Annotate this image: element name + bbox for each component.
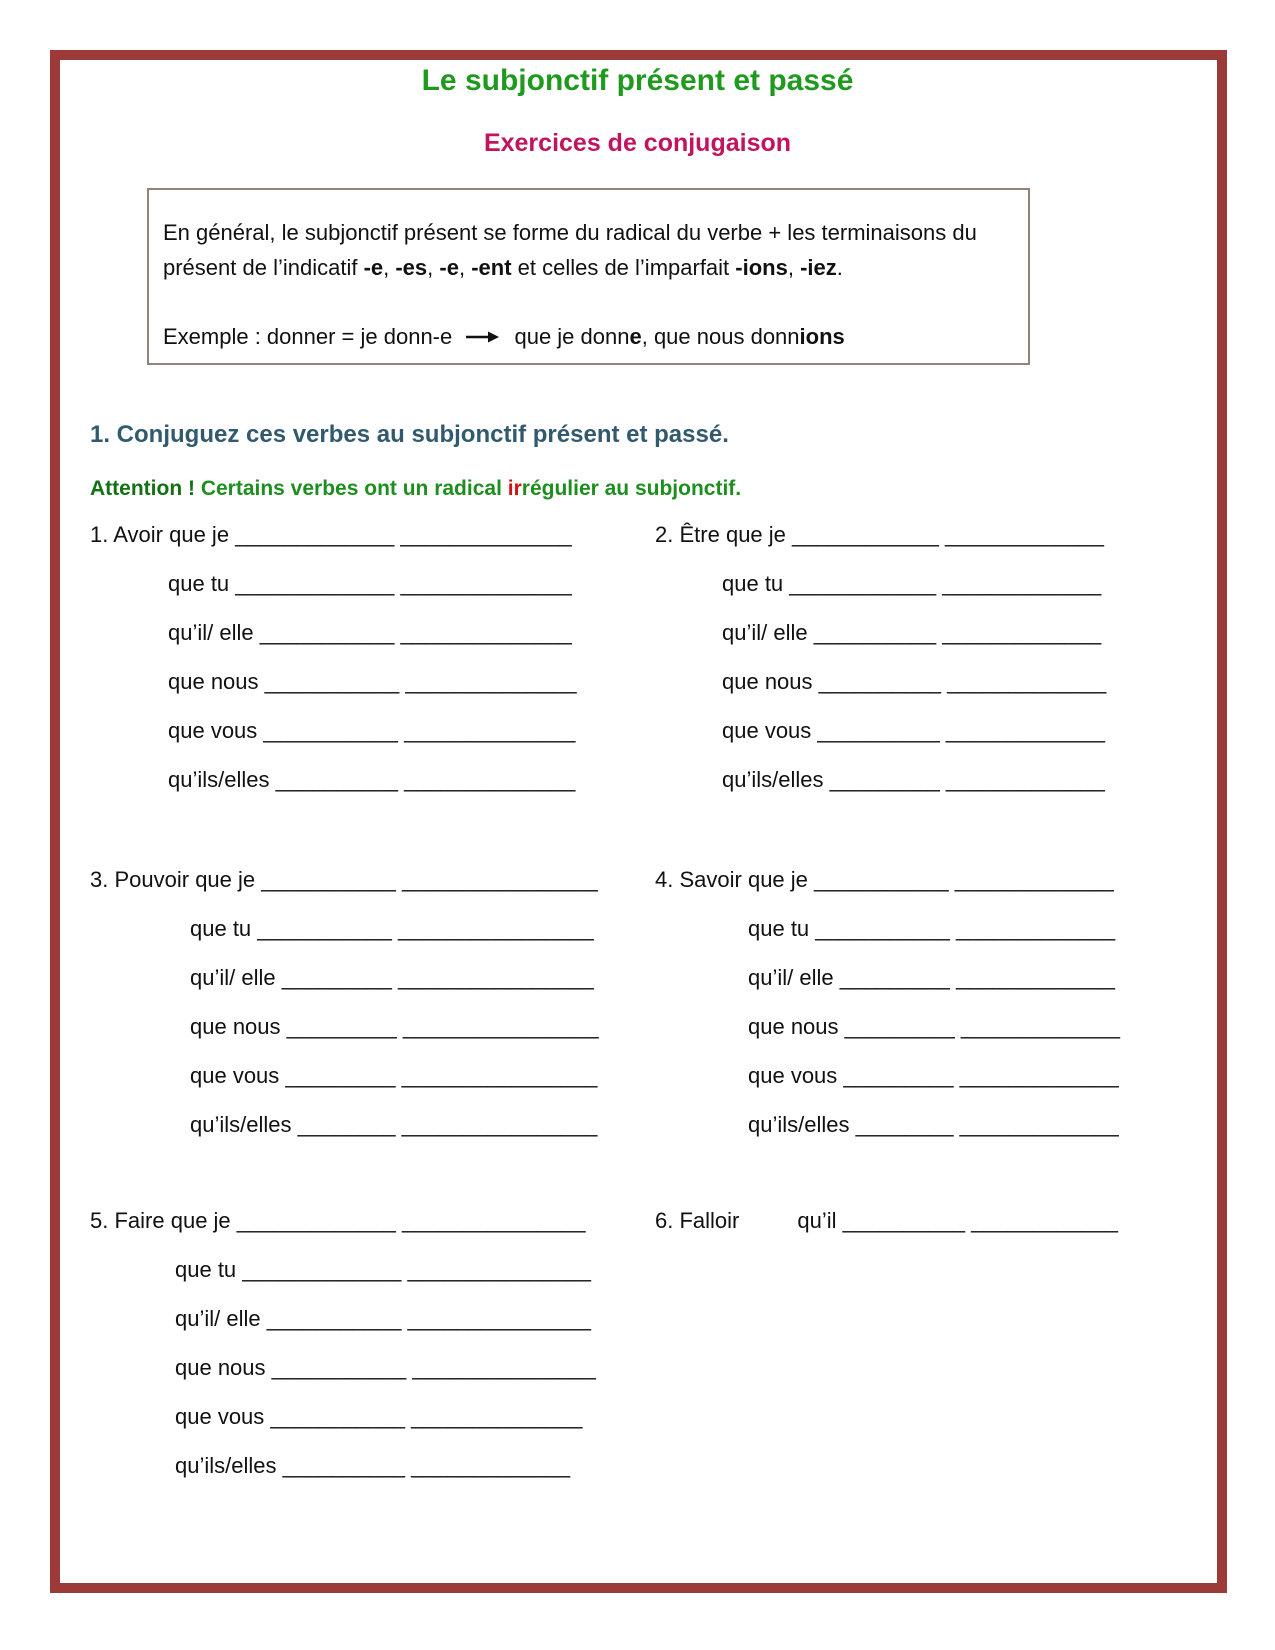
answer-blank-present: _________ — [281, 965, 392, 990]
answer-blank-present: ___________ — [261, 867, 396, 892]
exercise-6 — [655, 1196, 1118, 1245]
conjugation-row — [655, 510, 1106, 559]
page-subtitle: Exercices de conjugaison — [483, 129, 792, 157]
text-segment: ions — [799, 324, 845, 349]
answer-blank-passe: ______________ — [411, 1404, 583, 1429]
answer-blank-present: ___________ — [271, 1355, 407, 1380]
grammar-rule-box — [147, 188, 1030, 365]
answer-blank-passe: _____________ — [945, 767, 1105, 792]
answer-blank-present: _____________ — [235, 522, 395, 547]
pronoun-label: que vous — [190, 1063, 286, 1088]
conjugation-row — [90, 510, 577, 559]
rule-line-2 — [163, 255, 843, 281]
answer-blank-present: _________ — [844, 1014, 955, 1039]
conjugation-row — [190, 1002, 599, 1051]
conjugation-row — [748, 1002, 1120, 1051]
text-segment: et celles de l’imparfait — [511, 255, 736, 280]
conjugation-row — [175, 1441, 596, 1490]
text-segment: e — [629, 324, 642, 349]
pronoun-label: qu’ils/elles — [175, 1453, 283, 1478]
exercise-number: 6. — [655, 1208, 680, 1233]
rule-example-line — [163, 324, 845, 350]
answer-blank-present: __________ — [842, 1208, 965, 1233]
answer-blank-present: __________ — [817, 718, 940, 743]
text-segment: régulier au subjonctif. — [521, 477, 742, 500]
answer-blank-passe: ______________ — [400, 620, 572, 645]
answer-blank-passe: _____________ — [947, 669, 1107, 694]
answer-blank-present: ___________ — [264, 669, 400, 694]
section-heading: 1. Conjuguez ces verbes au subjonctif présent et passé. — [90, 421, 729, 448]
exercise-verb: Avoir — [113, 522, 163, 547]
conjugation-row — [190, 1051, 599, 1100]
pronoun-label: que je — [169, 522, 236, 547]
answer-blank-present: ___________ — [814, 867, 949, 892]
answer-blank-present: _____________ — [236, 1208, 396, 1233]
pronoun-label: que tu — [722, 571, 790, 596]
text-segment: ir — [507, 477, 522, 500]
attention-note — [90, 477, 741, 501]
answer-blank-passe: ________________ — [402, 1014, 599, 1039]
pronoun-label: qu’il/ elle — [190, 965, 282, 990]
text-segment: , — [787, 255, 801, 280]
conjugation-row — [168, 608, 577, 657]
exercise-2 — [655, 510, 1106, 804]
text-segment: que je donn — [508, 324, 630, 349]
answer-blank-passe: ______________ — [400, 522, 572, 547]
answer-blank-present: __________ — [282, 1453, 405, 1478]
text-segment: Certains verbes ont un radical — [194, 477, 508, 500]
answer-blank-present: ____________ — [792, 522, 939, 547]
exercise-5 — [90, 1196, 596, 1490]
conjugation-row — [175, 1392, 596, 1441]
text-segment: , — [427, 255, 440, 280]
conjugation-row — [722, 706, 1106, 755]
exercise-number: 5. — [90, 1208, 115, 1233]
pronoun-label: que je — [195, 867, 262, 892]
answer-blank-passe: ______________ — [404, 718, 576, 743]
answer-blank-present: _________ — [286, 1014, 397, 1039]
conjugation-row — [748, 953, 1120, 1002]
answer-blank-passe: _______________ — [407, 1306, 591, 1331]
exercise-number: 1. — [90, 522, 114, 547]
right-arrow-icon — [466, 330, 500, 344]
answer-blank-present: ___________ — [259, 620, 395, 645]
answer-blank-present: _________ — [829, 767, 940, 792]
exercise-number: 2. — [655, 522, 680, 547]
page-title: Le subjonctif présent et passé — [421, 64, 854, 97]
answer-blank-passe: _____________ — [942, 620, 1102, 645]
text-segment: , que nous donn — [641, 324, 800, 349]
pronoun-label: que vous — [722, 718, 818, 743]
conjugation-row — [90, 1196, 596, 1245]
text-segment: . — [836, 255, 843, 280]
pronoun-label: qu’il — [797, 1208, 843, 1233]
exercise-4 — [655, 855, 1120, 1149]
conjugation-row — [748, 1100, 1120, 1149]
exercise-verb: Être — [679, 522, 720, 547]
text-segment: -e — [363, 255, 384, 280]
pronoun-label: que nous — [722, 669, 819, 694]
answer-blank-passe: ________________ — [398, 916, 594, 941]
answer-blank-passe: _____________ — [944, 522, 1105, 547]
text-segment: -es — [395, 255, 428, 280]
exercise-3 — [90, 855, 599, 1149]
text-segment: En général, le subjonctif présent se forme du radical du verbe + les terminaisons du — [163, 220, 977, 245]
answer-blank-present: ________ — [297, 1112, 396, 1137]
conjugation-row — [190, 904, 599, 953]
answer-blank-passe: ________________ — [401, 1112, 598, 1137]
answer-blank-passe: _____________ — [959, 1063, 1119, 1088]
answer-blank-passe: ______________ — [400, 571, 572, 596]
conjugation-row — [722, 559, 1106, 608]
answer-blank-passe: _____________ — [411, 1453, 571, 1478]
pronoun-label: qu’il/ elle — [722, 620, 814, 645]
conjugation-row — [655, 855, 1120, 904]
conjugation-row — [175, 1245, 596, 1294]
answer-blank-passe: _____________ — [942, 571, 1102, 596]
answer-blank-present: __________ — [818, 669, 941, 694]
text-segment: Attention ! — [90, 477, 195, 500]
answer-blank-passe: ________________ — [401, 1063, 598, 1088]
exercise-verb: Savoir — [679, 867, 742, 892]
pronoun-label: que vous — [168, 718, 264, 743]
answer-blank-passe: ________________ — [397, 965, 594, 990]
answer-blank-present: ___________ — [815, 916, 950, 941]
answer-blank-present: __________ — [813, 620, 937, 645]
answer-blank-present: ___________ — [270, 1404, 405, 1429]
answer-blank-passe: _______________ — [401, 1208, 586, 1233]
exercise-verb: Pouvoir — [114, 867, 190, 892]
conjugation-row — [748, 1051, 1120, 1100]
pronoun-label: qu’ils/elles — [190, 1112, 298, 1137]
pronoun-label: que je — [747, 867, 815, 892]
answer-blank-present: ____________ — [789, 571, 937, 596]
answer-blank-present: __________ — [275, 767, 398, 792]
text-segment: , — [458, 255, 472, 280]
conjugation-row — [168, 755, 577, 804]
conjugation-row — [168, 559, 577, 608]
answer-blank-passe: ________________ — [401, 867, 598, 892]
pronoun-label: que je — [725, 522, 793, 547]
conjugation-row — [722, 755, 1106, 804]
pronoun-label: que je — [170, 1208, 237, 1233]
text-segment: présent de l’indicatif — [163, 255, 364, 280]
answer-blank-passe: _____________ — [945, 718, 1105, 743]
rule-line-1 — [163, 220, 977, 246]
answer-blank-present: ___________ — [263, 718, 398, 743]
answer-blank-present: _____________ — [242, 1257, 402, 1282]
conjugation-row — [190, 1100, 599, 1149]
pronoun-label: qu’il/ elle — [748, 965, 840, 990]
answer-blank-passe: _____________ — [956, 916, 1116, 941]
text-segment: -iez — [800, 255, 837, 280]
pronoun-label: qu’ils/elles — [168, 767, 276, 792]
answer-blank-present: _________ — [285, 1063, 396, 1088]
exercise-verb: Falloir — [679, 1208, 740, 1233]
pronoun-label: qu’il/ elle — [168, 620, 260, 645]
answer-blank-passe: _____________ — [960, 1014, 1120, 1039]
pronoun-label: que vous — [748, 1063, 844, 1088]
text-segment: -ent — [471, 255, 512, 280]
answer-blank-present: ___________ — [266, 1306, 402, 1331]
pronoun-label: qu’il/ elle — [175, 1306, 267, 1331]
pronoun-label: que tu — [190, 916, 258, 941]
pronoun-label: qu’ils/elles — [748, 1112, 856, 1137]
conjugation-row — [190, 953, 599, 1002]
conjugation-row — [722, 608, 1106, 657]
text-segment: -e — [439, 255, 459, 280]
answer-blank-present: _____________ — [235, 571, 395, 596]
text-segment: Exemple : donner = je donn-e — [163, 324, 459, 349]
pronoun-label: qu’ils/elles — [722, 767, 830, 792]
conjugation-row — [168, 706, 577, 755]
answer-blank-present: _________ — [839, 965, 950, 990]
exercise-verb: Faire — [114, 1208, 165, 1233]
answer-blank-passe: _____________ — [954, 867, 1114, 892]
conjugation-row — [655, 1196, 1118, 1245]
answer-blank-passe: _____________ — [959, 1112, 1119, 1137]
answer-blank-passe: _______________ — [407, 1257, 591, 1282]
text-segment: , — [383, 255, 396, 280]
exercise-1 — [90, 510, 577, 804]
pronoun-label: que nous — [168, 669, 265, 694]
answer-blank-passe: _____________ — [955, 965, 1116, 990]
exercise-number: 4. — [655, 867, 680, 892]
answer-blank-present: ________ — [855, 1112, 954, 1137]
answer-blank-passe: ______________ — [405, 669, 577, 694]
text-segment: -ions — [735, 255, 788, 280]
pronoun-label: que tu — [748, 916, 816, 941]
pronoun-label: que nous — [175, 1355, 272, 1380]
pronoun-label: que vous — [175, 1404, 271, 1429]
answer-blank-present: ___________ — [257, 916, 392, 941]
answer-blank-passe: ____________ — [971, 1208, 1118, 1233]
conjugation-row — [90, 855, 599, 904]
answer-blank-passe: ______________ — [404, 767, 576, 792]
conjugation-row — [168, 657, 577, 706]
answer-blank-present: _________ — [843, 1063, 954, 1088]
conjugation-row — [175, 1294, 596, 1343]
exercise-number: 3. — [90, 867, 115, 892]
answer-blank-passe: _______________ — [412, 1355, 596, 1380]
pronoun-label: que tu — [175, 1257, 243, 1282]
conjugation-row — [175, 1343, 596, 1392]
conjugation-row — [748, 904, 1120, 953]
conjugation-row — [722, 657, 1106, 706]
pronoun-label: que tu — [168, 571, 236, 596]
pronoun-label: que nous — [748, 1014, 845, 1039]
pronoun-label: que nous — [190, 1014, 287, 1039]
